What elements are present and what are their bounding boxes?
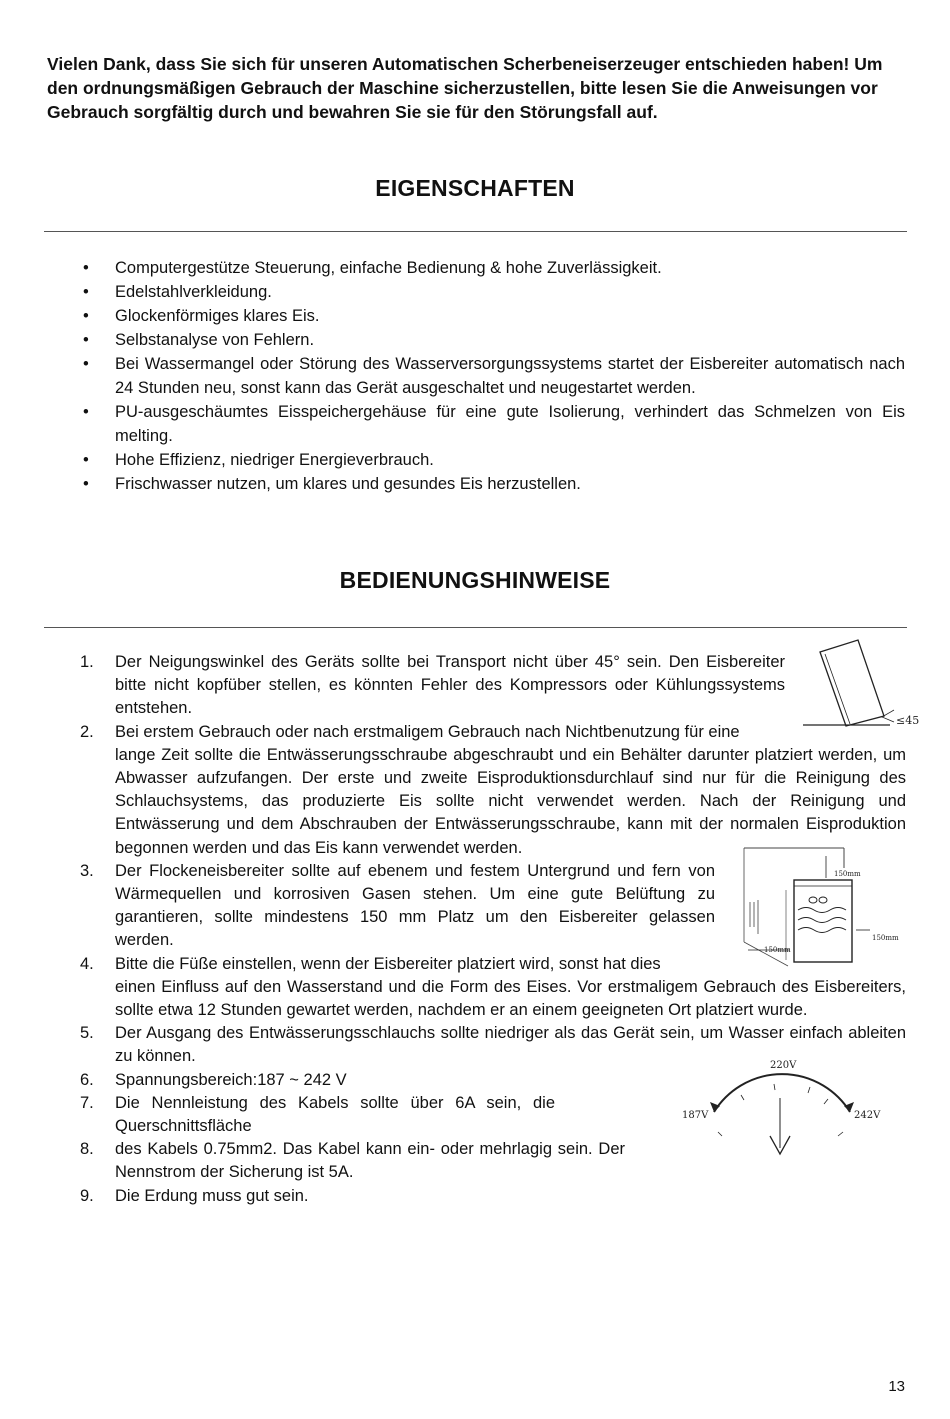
step-text-continued: einen Einfluss auf den Wasserstand und die Form des Eises. Vor erstmaligem Gebrauch des Eisbereiters, sollte etwa 12 Stunden gewartet werden, nachdem er an einem geeigneten Ort platziert wurde. — [115, 977, 906, 1020]
bullet-icon: • — [83, 259, 89, 277]
feature-text: Selbstanalyse von Fehlern. — [115, 331, 315, 349]
feature-text: PU-ausgeschäumtes Eisspeichergehäuse für eine gute Isolierung, verhindert das Schmelzen von Eis melting. — [115, 403, 905, 445]
step-text: Die Nennleistung des Kabels sollte über 6A sein, die Querschnittsfläche — [115, 1093, 555, 1136]
feature-text: Computergestütze Steuerung, einfache Bedienung & hohe Zuverlässigkeit. — [115, 259, 662, 277]
step-text: Spannungsbereich:187 ~ 242 V — [115, 1070, 347, 1089]
tilt-label: ≤45 — [896, 714, 920, 727]
step-number: 3. — [80, 861, 94, 880]
features-list — [80, 256, 905, 496]
voltage-center-label: 220V — [770, 1060, 797, 1071]
step-text: Bitte die Füße einstellen, wenn der Eisbereiter platziert wird, sonst hat dies — [115, 954, 661, 973]
step-number: 1. — [80, 653, 94, 671]
step-number: 5. — [80, 1024, 94, 1043]
step-number: 7. — [80, 1093, 94, 1112]
step-text-continued: lange Zeit sollte die Entwässerungsschraube abgeschraubt und ein Behälter darunter platziert werden, um Abwasser aufzufangen. Der erste und zweite Eisproduktionsdurchlauf sind nur für die Reinigung des Schlauchsystems, das produzierte Eis sollte nicht verwendet werden. Nach der Reinigung und Entwässerung und dem Abschrauben der Entwässerungsschraube, kann mit der normalen Eisproduktion begonnen werden und das Eis kann verwendet werden. — [115, 745, 906, 857]
voltage-gauge-figure — [678, 1052, 888, 1162]
voltage-max-label: 242V — [854, 1110, 881, 1121]
step-text: Bei erstem Gebrauch oder nach erstmaligem Gebrauch nach Nichtbenutzung für eine — [115, 722, 740, 741]
step-text: Die Erdung muss gut sein. — [115, 1186, 309, 1205]
feature-text: Bei Wassermangel oder Störung des Wasserversorgungssystems startet der Eisbereiter automatisch nach 24 Stunden neu, sonst kann das Gerät ausgeschaltet und neugestartet werden. — [115, 355, 905, 397]
list-item — [80, 472, 905, 496]
voltage-min-label: 187V — [682, 1110, 709, 1121]
bullet-icon: • — [83, 307, 89, 325]
list-item — [80, 400, 905, 448]
list-item — [80, 256, 905, 280]
bullet-icon: • — [83, 283, 89, 301]
feature-text: Edelstahlverkleidung. — [115, 283, 272, 301]
step-text: Der Neigungswinkel des Geräts sollte bei Transport nicht über 45° sein. Den Eisbereiter bitte nicht kopfüber stellen, es könnten Fehler des Kompressors oder Kühlungssystems entstehen. — [115, 653, 785, 718]
section-title-instructions: BEDIENUNGSHINWEISE — [339, 567, 611, 593]
list-item — [80, 448, 905, 472]
step-text: des Kabels 0.75mm2. Das Kabel kann ein- oder mehrlagig sein. Der Nennstrom der Sicherung ist 5A. — [115, 1140, 625, 1182]
section-divider — [44, 231, 907, 232]
list-item — [80, 721, 906, 860]
list-item — [80, 304, 905, 328]
step-text: Der Flockeneisbereiter sollte auf ebenem und festem Untergrund und fern von Wärmequellen und korrosiven Gasen stehen. Um eine gute Belüftung zu garantieren, sollte mindestens 150 mm Platz um den Eisbereiter gelassen werden. — [115, 861, 715, 950]
step-number: 9. — [80, 1186, 94, 1205]
list-item — [80, 1185, 906, 1208]
step-number: 8. — [80, 1140, 94, 1159]
step-number: 2. — [80, 722, 94, 741]
section-title-features: EIGENSCHAFTEN — [375, 175, 575, 201]
section-divider — [44, 627, 907, 628]
step-number: 4. — [80, 954, 94, 973]
clearance-figure — [738, 842, 910, 972]
clearance-right-label: 150mm — [872, 934, 899, 942]
clearance-left-label: 150mm — [764, 946, 791, 954]
list-item — [80, 352, 905, 400]
step-number: 6. — [80, 1070, 94, 1089]
feature-text: Hohe Effizienz, niedriger Energieverbrauch. — [115, 451, 434, 469]
list-item — [80, 651, 906, 721]
intro-text: Vielen Dank, dass Sie sich für unseren Automatischen Scherbeneiserzeuger entschieden haben! Um den ordnungsmäßigen Gebrauch der Maschine sicherzustellen, bitte lesen Sie die Anweisungen vor Gebrauch sorgfältig durch und bewahren Sie sie für den Störungsfall auf. — [47, 54, 883, 122]
bullet-icon: • — [83, 403, 89, 421]
list-item — [80, 280, 905, 304]
bullet-icon: • — [83, 451, 89, 469]
tilt-angle-figure — [800, 638, 920, 733]
bullet-icon: • — [83, 475, 89, 493]
page-number: 13 — [888, 1378, 905, 1395]
step-text: Der Ausgang des Entwässerungsschlauchs sollte niedriger als das Gerät sein, um Wasser einfach ableiten zu können. — [115, 1024, 906, 1066]
feature-text: Frischwasser nutzen, um klares und gesundes Eis herzustellen. — [115, 475, 581, 493]
list-item — [80, 328, 905, 352]
clearance-top-label: 150mm — [834, 870, 861, 878]
bullet-icon: • — [83, 331, 89, 349]
feature-text: Glockenförmiges klares Eis. — [115, 307, 320, 325]
bullet-icon: • — [83, 355, 89, 373]
